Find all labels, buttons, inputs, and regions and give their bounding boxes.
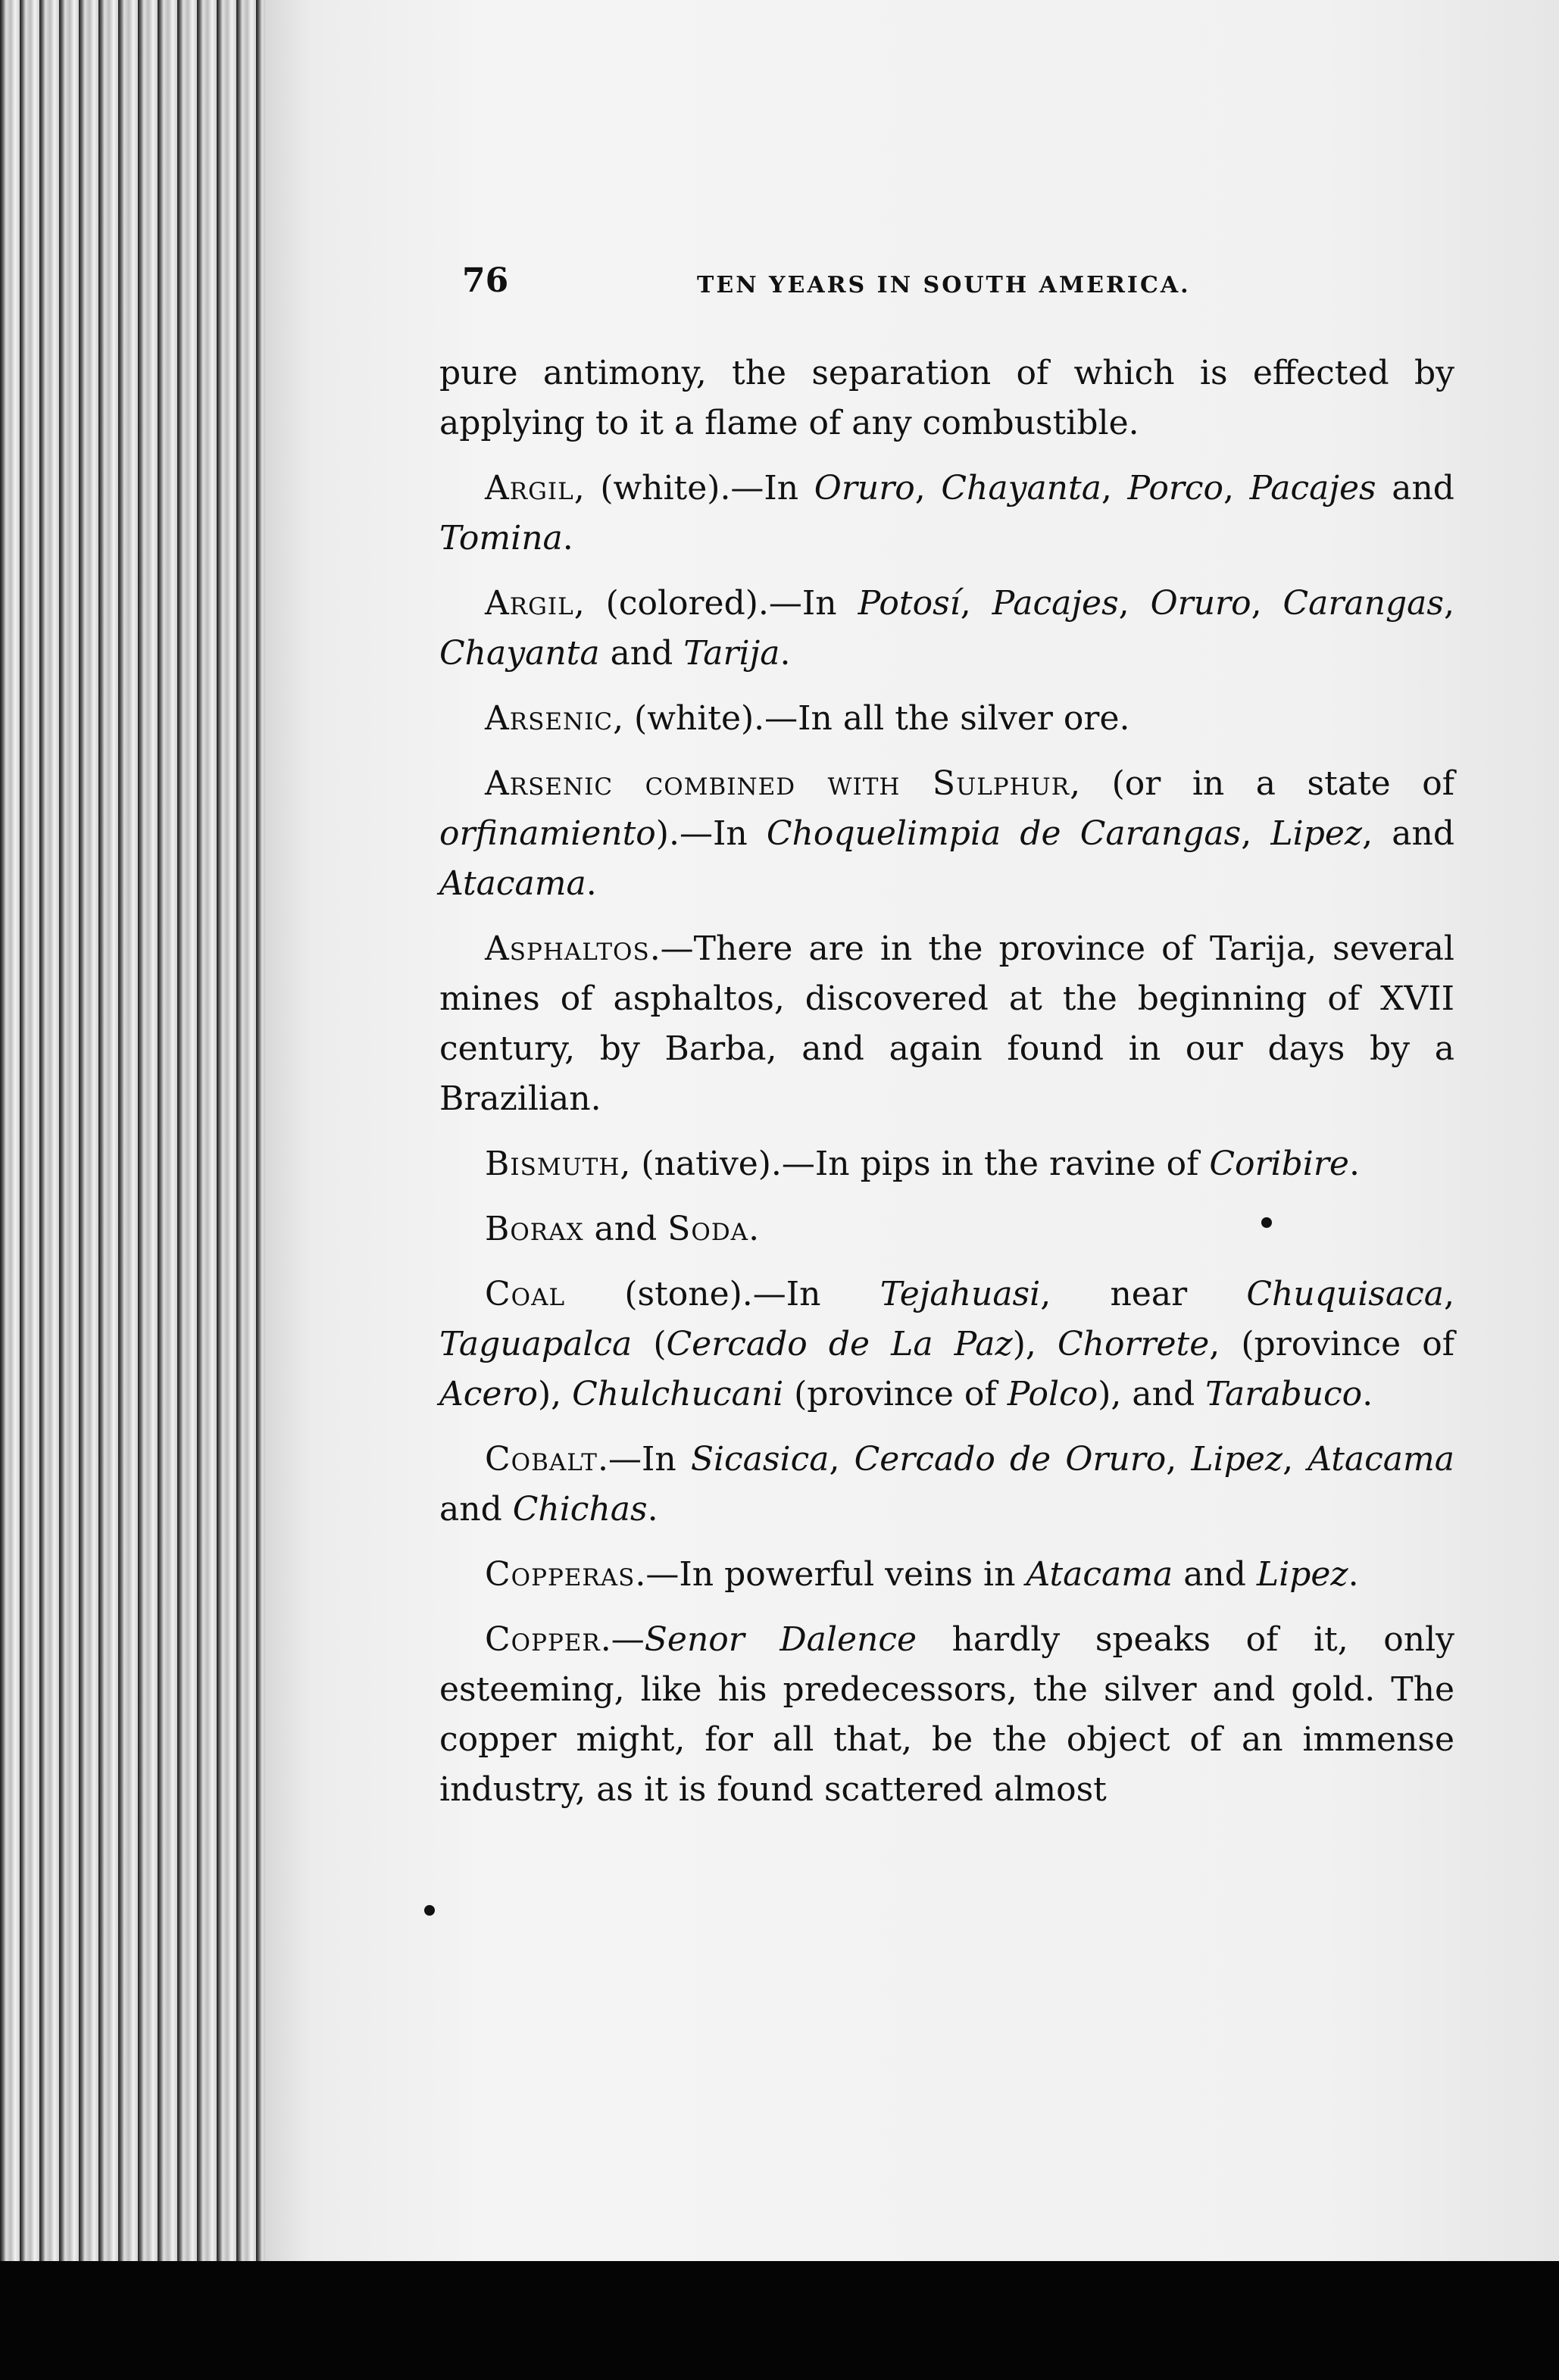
scan-border bbox=[0, 2261, 1559, 2380]
place-name: Tomina bbox=[439, 519, 563, 558]
place-name: Chayanta bbox=[941, 469, 1101, 508]
place-name: Chayanta bbox=[439, 634, 600, 673]
place-name: Choquelimpia de Carangas bbox=[766, 814, 1242, 853]
place-name: Lipez bbox=[1191, 1440, 1283, 1479]
place-name: Pacajes bbox=[992, 584, 1119, 623]
place-name: Chuquisaca bbox=[1246, 1275, 1444, 1313]
entry-arsenic-white: Arsenic, (white).—In all the silver ore. bbox=[485, 699, 1130, 738]
entry-argil-white: Argil, (white).—In Oruro, Chayanta, Porco, Pacajes and Tomina. bbox=[439, 469, 1454, 558]
place-name: Chichas bbox=[512, 1490, 648, 1529]
book-page-edges bbox=[0, 0, 273, 2272]
entry-term: Borax bbox=[485, 1210, 584, 1248]
body-text bbox=[439, 348, 1454, 1830]
place-name: Lipez bbox=[1256, 1555, 1348, 1594]
continuation-paragraph: pure antimony, the separation of which is effected by applying to it a flame of any combustible. bbox=[439, 354, 1454, 442]
place-name: Atacama bbox=[1026, 1555, 1173, 1594]
entry-term: Coal bbox=[485, 1275, 566, 1313]
page-number: 76 bbox=[462, 261, 509, 300]
entry-term: Copper bbox=[485, 1620, 601, 1659]
place-name: Potosí bbox=[858, 584, 961, 623]
place-name: Polco bbox=[1007, 1375, 1098, 1413]
ink-speck bbox=[424, 1905, 435, 1916]
place-name: Atacama bbox=[1307, 1440, 1454, 1479]
entry-bismuth: Bismuth, (native).—In pips in the ravine of Coribire. bbox=[485, 1145, 1360, 1183]
page-header bbox=[462, 261, 1462, 307]
place-name: Taguapalca bbox=[439, 1325, 633, 1363]
entry-copper: Copper.—Senor Dalence hardly speaks of it, only esteeming, like his predecessors, the silver and gold. The copper might, for all that, be the object of an immense industry, as it is found scattered almost bbox=[439, 1620, 1454, 1809]
italic-term: orfinamiento bbox=[439, 814, 656, 853]
place-name: Carangas bbox=[1283, 584, 1444, 623]
place-name: Chulchucani bbox=[572, 1375, 784, 1413]
entry-term: Arsenic combined with bbox=[485, 764, 933, 803]
entry-asphaltos: Asphaltos.—There are in the province of Tarija, several mines of asphaltos, discovered at the beginning of XVII century, by Barba, and again found in our days by a Brazilian. bbox=[439, 929, 1454, 1118]
place-name: Lipez bbox=[1270, 814, 1363, 853]
place-name: Tejahuasi bbox=[879, 1275, 1041, 1313]
place-name: Porco bbox=[1127, 469, 1224, 508]
place-name: Chorrete bbox=[1057, 1325, 1210, 1363]
entry-term: Copperas bbox=[485, 1555, 636, 1594]
entry-term: Cobalt bbox=[485, 1440, 598, 1479]
place-name: Cercado de Oruro bbox=[854, 1440, 1167, 1479]
entry-term: Asphaltos bbox=[485, 929, 650, 968]
running-title: TEN YEARS IN SOUTH AMERICA. bbox=[697, 272, 1191, 298]
entry-term: Sulphur bbox=[932, 764, 1070, 803]
entry-term: Soda bbox=[667, 1210, 749, 1248]
entry-coal: Coal (stone).—In Tejahuasi, near Chuquisaca, Taguapalca (Cercado de La Paz), Chorrete, (province of Acero), Chulchucani (province of Polco), and Tarabuco. bbox=[439, 1275, 1454, 1413]
entry-term: Argil bbox=[485, 584, 574, 623]
place-name: Oruro bbox=[814, 469, 915, 508]
place-name: Atacama bbox=[439, 864, 586, 903]
entry-copperas: Copperas.—In powerful veins in Atacama and Lipez. bbox=[485, 1555, 1359, 1594]
entry-cobalt: Cobalt.—In Sicasica, Cercado de Oruro, Lipez, Atacama and Chichas. bbox=[439, 1440, 1454, 1529]
entry-term: Argil bbox=[485, 469, 574, 508]
place-name: Cercado de La Paz bbox=[666, 1325, 1013, 1363]
entry-arsenic-sulphur: Arsenic combined with Sulphur, (or in a state of orfinamiento).—In Choquelimpia de Carangas, Lipez, and Atacama. bbox=[439, 764, 1454, 903]
place-name: Coribire bbox=[1209, 1145, 1349, 1183]
place-name: Oruro bbox=[1150, 584, 1251, 623]
ink-speck bbox=[1261, 1217, 1272, 1228]
place-name: Tarabuco bbox=[1205, 1375, 1363, 1413]
italic-term: Senor Dalence bbox=[644, 1620, 917, 1659]
place-name: Acero bbox=[439, 1375, 538, 1413]
entry-term: Bismuth bbox=[485, 1145, 620, 1183]
place-name: Sicasica bbox=[690, 1440, 829, 1479]
place-name: Pacajes bbox=[1249, 469, 1376, 508]
entry-term: Arsenic bbox=[485, 699, 614, 738]
entry-borax: Borax and Soda. bbox=[485, 1210, 760, 1248]
place-name: Tarija bbox=[683, 634, 780, 673]
entry-argil-colored: Argil, (colored).—In Potosí, Pacajes, Oruro, Carangas, Chayanta and Tarija. bbox=[439, 584, 1454, 673]
